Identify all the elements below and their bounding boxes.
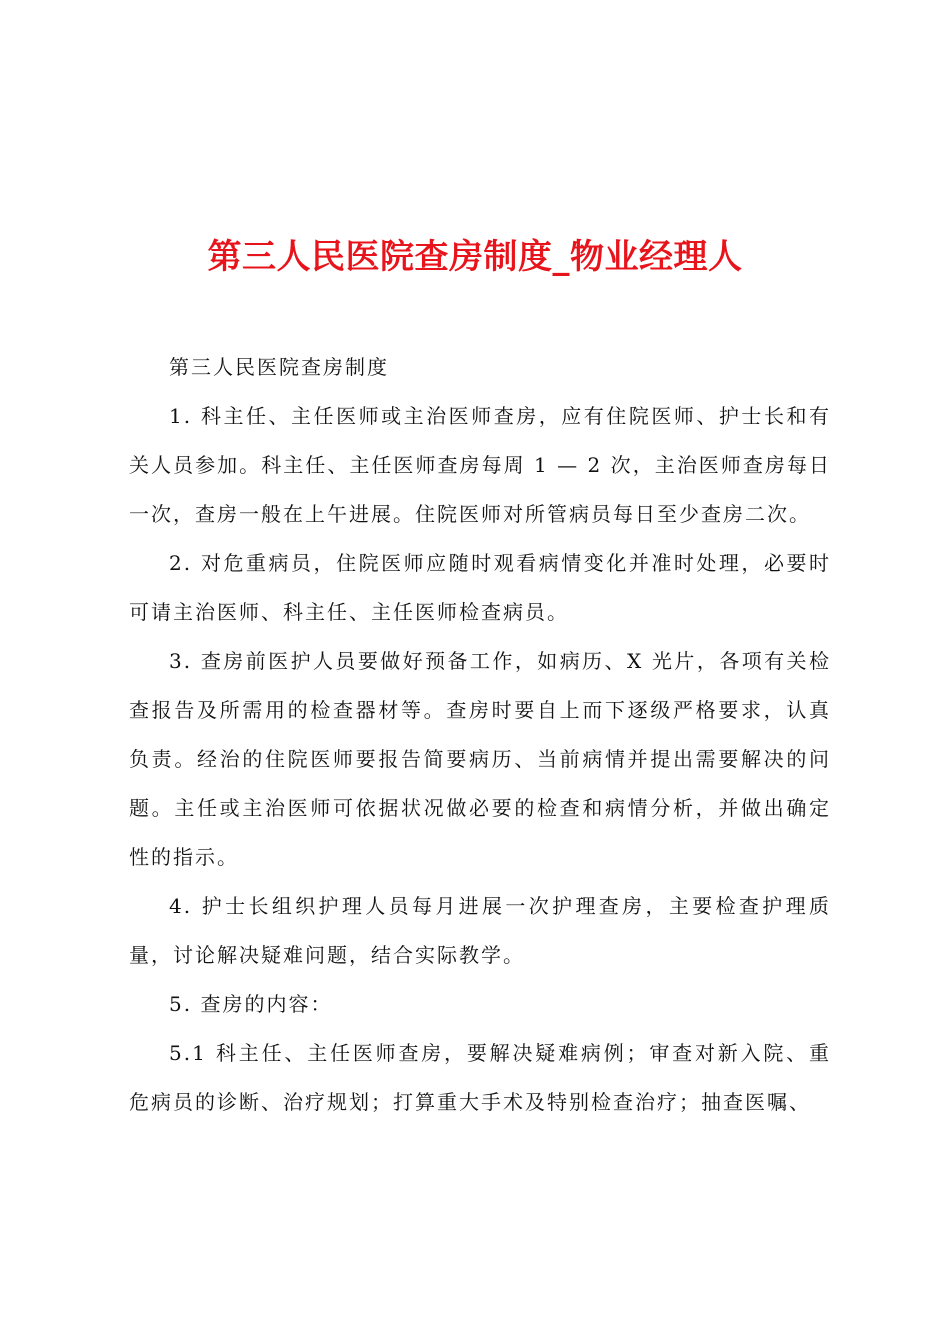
paragraph-item-1: 1. 科主任、主任医师或主治医师查房，应有住院医师、护士长和有关人员参加。科主任、主任医师查房每周 1 — 2 次，主治医师查房每日一次，查房一般在上午进展。住院医师对所管病员每日至少查房二次。 [129, 404, 831, 526]
paragraph-item-2: 2. 对危重病员，住院医师应随时观看病情变化并准时处理，必要时可请主治医师、科主任、主任医师检查病员。 [129, 551, 831, 624]
document-body [129, 343, 831, 1127]
document-title: 第三人民医院查房制度_物业经理人 [207, 236, 743, 277]
paragraph-heading: 第三人民医院查房制度 [169, 355, 389, 379]
paragraph-item-3: 3. 查房前医护人员要做好预备工作，如病历、X 光片，各项有关检查报告及所需用的检查器材等。查房时要自上而下逐级严格要求，认真负责。经治的住院医师要报告简要病历、当前病情并提出需要解决的问题。主任或主治医师可依据状况做必要的检查和病情分析，并做出确定性的指示。 [129, 649, 831, 869]
paragraph-item-4: 4. 护士长组织护理人员每月进展一次护理查房，主要检查护理质量，讨论解决疑难问题，结合实际教学。 [129, 894, 831, 967]
paragraph-item-5-1: 5.1 科主任、主任医师查房，要解决疑难病例；审查对新入院、重危病员的诊断、治疗规划；打算重大手术及特别检查治疗；抽查医嘱、 [129, 1041, 831, 1114]
paragraph-item-5: 5. 查房的内容： [169, 992, 333, 1016]
